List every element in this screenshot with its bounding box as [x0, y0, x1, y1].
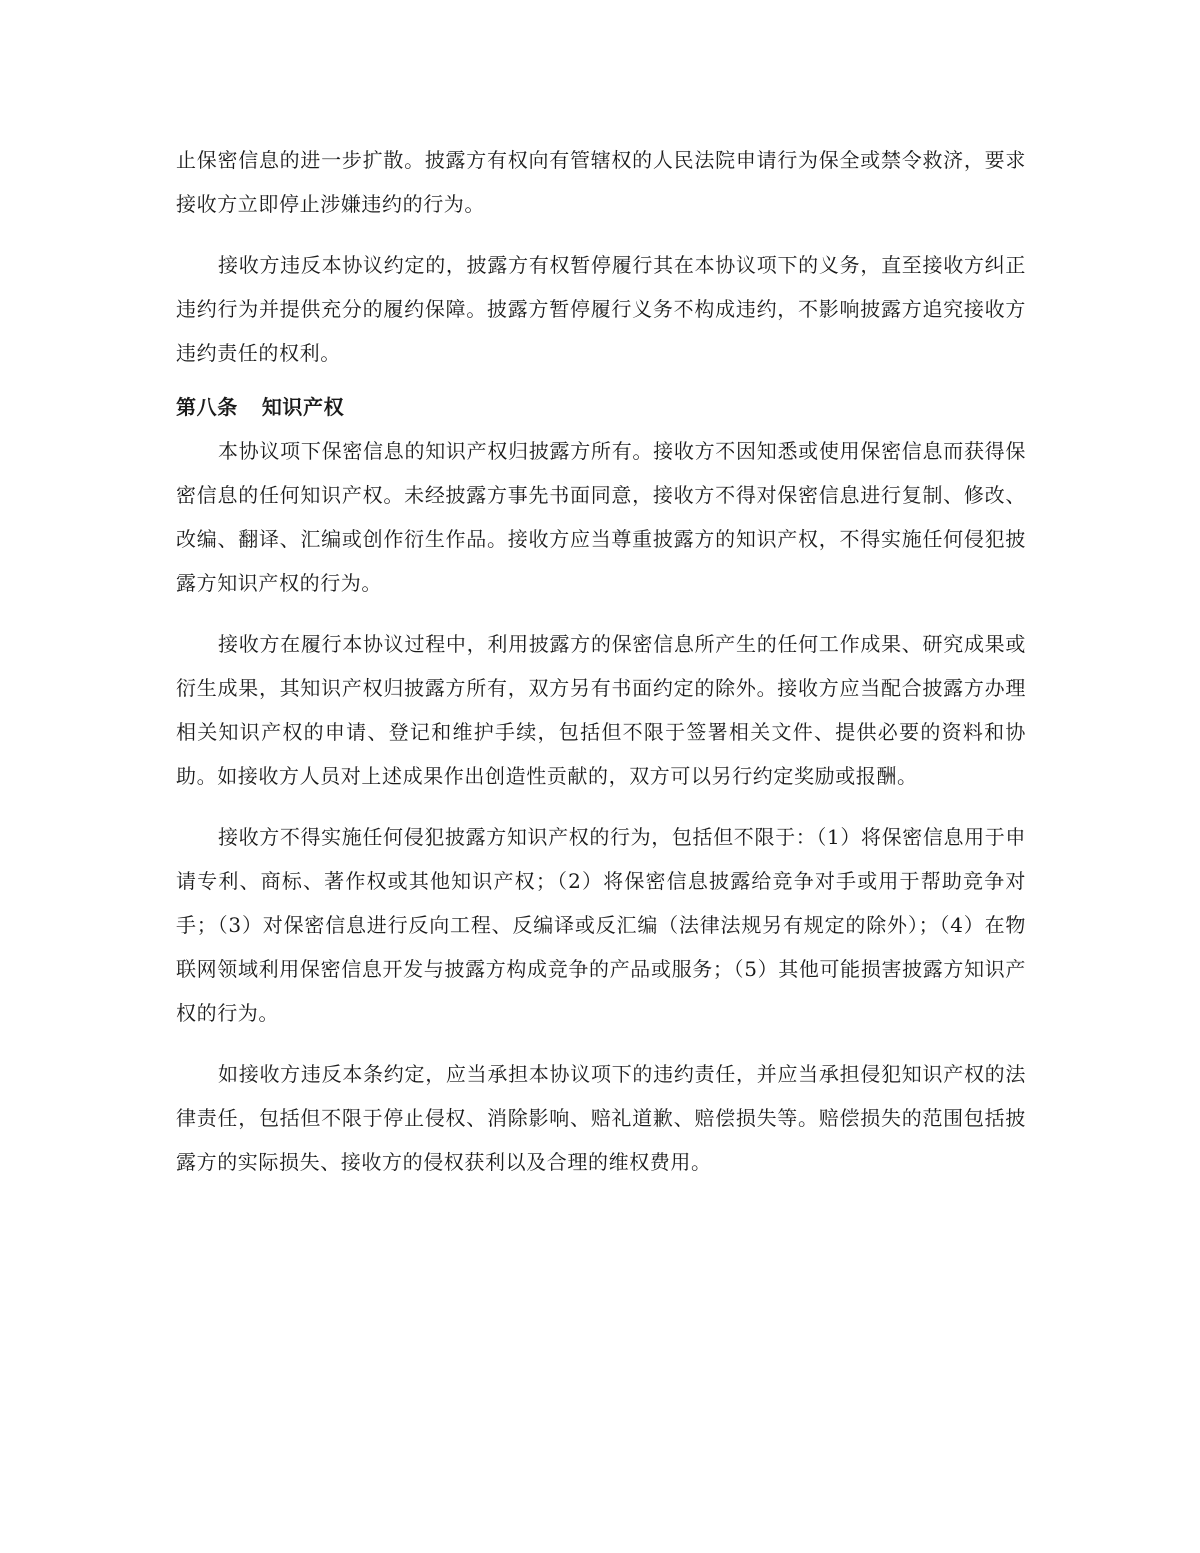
paragraph-suspension: 接收方违反本协议约定的，披露方有权暂停履行其在本协议项下的义务，直至接收方纠正违约行为并提供充分的履约保障。披露方暂停履行义务不构成违约，不影响披露方追究接收方违约责任的权利。 — [176, 253, 1026, 365]
section-title: 知识产权 — [261, 395, 345, 419]
document-page — [176, 138, 1026, 1184]
paragraph-liability: 如接收方违反本条约定，应当承担本协议项下的违约责任，并应当承担侵犯知识产权的法律责任，包括但不限于停止侵权、消除影响、赔礼道歉、赔偿损失等。赔偿损失的范围包括披露方的实际损失、接收方的侵权获利以及合理的维权费用。 — [176, 1062, 1026, 1174]
section-heading — [176, 385, 1026, 429]
paragraph-work-results: 接收方在履行本协议过程中，利用披露方的保密信息所产生的任何工作成果、研究成果或衍生成果，其知识产权归披露方所有，双方另有书面约定的除外。接收方应当配合披露方办理相关知识产权的申请、登记和维护手续，包括但不限于签署相关文件、提供必要的资料和协助。如接收方人员对上述成果作出创造性贡献的，双方可以另行约定奖励或报酬。 — [176, 632, 1026, 788]
paragraph-continuation: 止保密信息的进一步扩散。披露方有权向有管辖权的人民法院申请行为保全或禁令救济，要求接收方立即停止涉嫌违约的行为。 — [176, 148, 1026, 216]
paragraph-ip-ownership: 本协议项下保密信息的知识产权归披露方所有。接收方不因知悉或使用保密信息而获得保密信息的任何知识产权。未经披露方事先书面同意，接收方不得对保密信息进行复制、修改、改编、翻译、汇编或创作衍生作品。接收方应当尊重披露方的知识产权，不得实施任何侵犯披露方知识产权的行为。 — [176, 439, 1026, 595]
paragraph-prohibited-acts: 接收方不得实施任何侵犯披露方知识产权的行为，包括但不限于：（1）将保密信息用于申请专利、商标、著作权或其他知识产权；（2）将保密信息披露给竞争对手或用于帮助竞争对手；（3）对保密信息进行反向工程、反编译或反汇编（法律法规另有规定的除外）；（4）在物联网领域利用保密信息开发与披露方构成竞争的产品或服务；（5）其他可能损害披露方知识产权的行为。 — [176, 825, 1026, 1025]
section-number: 第八条 — [176, 395, 238, 419]
